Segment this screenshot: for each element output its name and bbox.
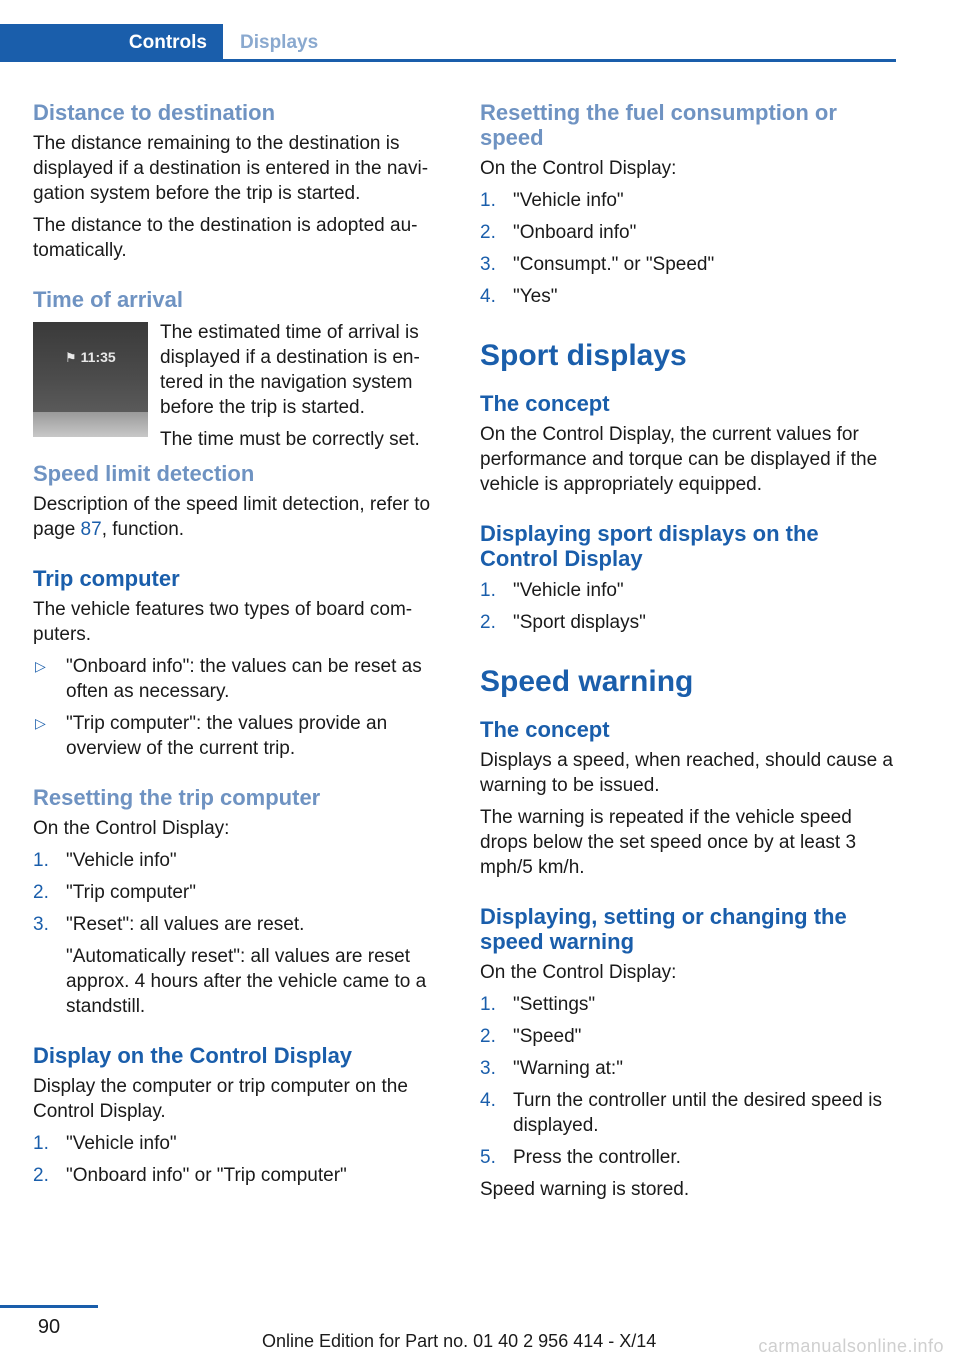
speed-warning-steps	[480, 992, 894, 1170]
list-item: 4. Turn the controller until the desired speed is displayed.	[480, 1090, 882, 1136]
list-item: 1. "Vehicle info"	[33, 850, 177, 871]
heading-resetting-fuel-consumption: Resetting the fuel consumption or speed	[480, 100, 837, 150]
heading-resetting-trip-computer: Resetting the trip computer	[33, 785, 321, 810]
reset-fuel-intro: On the Control Display:	[480, 158, 677, 179]
arrival-display-image	[33, 322, 148, 437]
sport-steps	[480, 578, 894, 635]
title-speed-warning: Speed warning	[480, 665, 694, 698]
speed-warning-intro: On the Control Display:	[480, 962, 677, 983]
section-tab-controls: Controls	[0, 24, 223, 62]
sport-concept-paragraph: On the Control Display, the current values for performance and torque can be displayed if the vehicle is appropriately equipped.	[480, 424, 878, 495]
page-number: 90	[37, 1316, 61, 1338]
left-column	[33, 100, 445, 1188]
list-item: 1. "Vehicle info"	[480, 190, 624, 211]
triangle-bullet-icon: ▷	[35, 715, 46, 731]
list-item: 3. "Warning at:"	[480, 1058, 623, 1079]
destination-flag-icon: ⚑	[65, 350, 77, 365]
speed-warning-paragraph-2: The warning is repeated if the vehicle speed drops below the set speed once by at least 3 mph/5 km/h.	[480, 807, 857, 878]
heading-trip-computer: Trip computer	[33, 566, 180, 591]
list-item: 2. "Onboard info" or "Trip computer"	[33, 1165, 347, 1186]
list-item: 1. "Vehicle info"	[33, 1133, 177, 1154]
arrival-paragraph-2: The time must be correctly set.	[160, 429, 420, 450]
title-sport-displays: Sport displays	[480, 339, 687, 372]
heading-time-of-arrival: Time of arrival	[33, 287, 183, 312]
trip-computer-bullets	[33, 654, 445, 761]
speed-warning-stored: Speed warning is stored.	[480, 1179, 690, 1200]
section-tab-displays: Displays	[240, 32, 319, 53]
header-rule	[0, 59, 896, 62]
heading-sport-concept: The concept	[480, 391, 610, 416]
page-87-link[interactable]: 87	[80, 519, 102, 540]
list-item: 3. "Reset": all values are reset.	[33, 914, 305, 935]
list-item: 2. "Trip computer"	[33, 882, 196, 903]
arrival-paragraph-1: The estimated time of arrival is displayed if a destination is en‐tered in the navigation system before the trip is started.	[160, 322, 420, 418]
footer-rule	[0, 1305, 98, 1308]
list-item: ▷ "Onboard info": the values can be reset as often as necessary.	[35, 656, 422, 702]
distance-paragraph-1: The distance remaining to the destination is displayed if a destination is entered in the navi‐gation system before the trip is started.	[33, 133, 429, 204]
reset-fuel-steps	[480, 188, 894, 309]
list-item-note: "Automatically reset": all values are reset approx. 4 hours after the vehicle came to a standstill.	[66, 946, 427, 1017]
reset-trip-steps	[33, 848, 445, 1019]
speed-limit-paragraph: Description of the speed limit detection, refer to page 87, function.	[33, 494, 431, 540]
list-item: 4. "Yes"	[480, 286, 558, 307]
list-item: 2. "Onboard info"	[480, 222, 637, 243]
edition-text: Online Edition for Part no. 01 40 2 956 414 - X/14	[262, 1331, 657, 1351]
heading-displaying-sport-displays: Displaying sport displays on the Control Display	[480, 521, 819, 571]
trip-computer-paragraph: The vehicle features two types of board com‐puters.	[33, 599, 413, 645]
list-item: 2. "Speed"	[480, 1026, 582, 1047]
list-item: 1. "Vehicle info"	[480, 580, 624, 601]
list-item: 1. "Settings"	[480, 994, 596, 1015]
distance-paragraph-2: The distance to the destination is adopted au‐tomatically.	[33, 215, 418, 261]
heading-speed-warning-concept: The concept	[480, 717, 610, 742]
triangle-bullet-icon: ▷	[35, 658, 46, 674]
display-cd-steps	[33, 1131, 445, 1188]
time-of-arrival-block	[33, 320, 445, 454]
heading-setting-speed-warning: Displaying, setting or changing the speed warning	[480, 904, 847, 954]
watermark-text: carmanualsonline.info	[758, 1336, 944, 1356]
list-item: 5. Press the controller.	[480, 1147, 681, 1168]
heading-display-on-control-display: Display on the Control Display	[33, 1043, 353, 1068]
list-item: ▷ "Trip computer": the values provide an overview of the current trip.	[35, 713, 388, 759]
arrival-time-readout: ⚑ 11:35	[65, 349, 116, 365]
list-item: 2. "Sport displays"	[480, 612, 646, 633]
reset-trip-intro: On the Control Display:	[33, 818, 230, 839]
heading-distance-to-destination: Distance to destination	[33, 100, 276, 125]
display-cd-paragraph: Display the computer or trip computer on the Control Display.	[33, 1076, 408, 1122]
heading-speed-limit-detection: Speed limit detection	[33, 461, 255, 486]
speed-warning-paragraph-1: Displays a speed, when reached, should cause a warning to be issued.	[480, 750, 893, 796]
list-item: 3. "Consumpt." or "Speed"	[480, 254, 715, 275]
right-column	[480, 100, 894, 1202]
